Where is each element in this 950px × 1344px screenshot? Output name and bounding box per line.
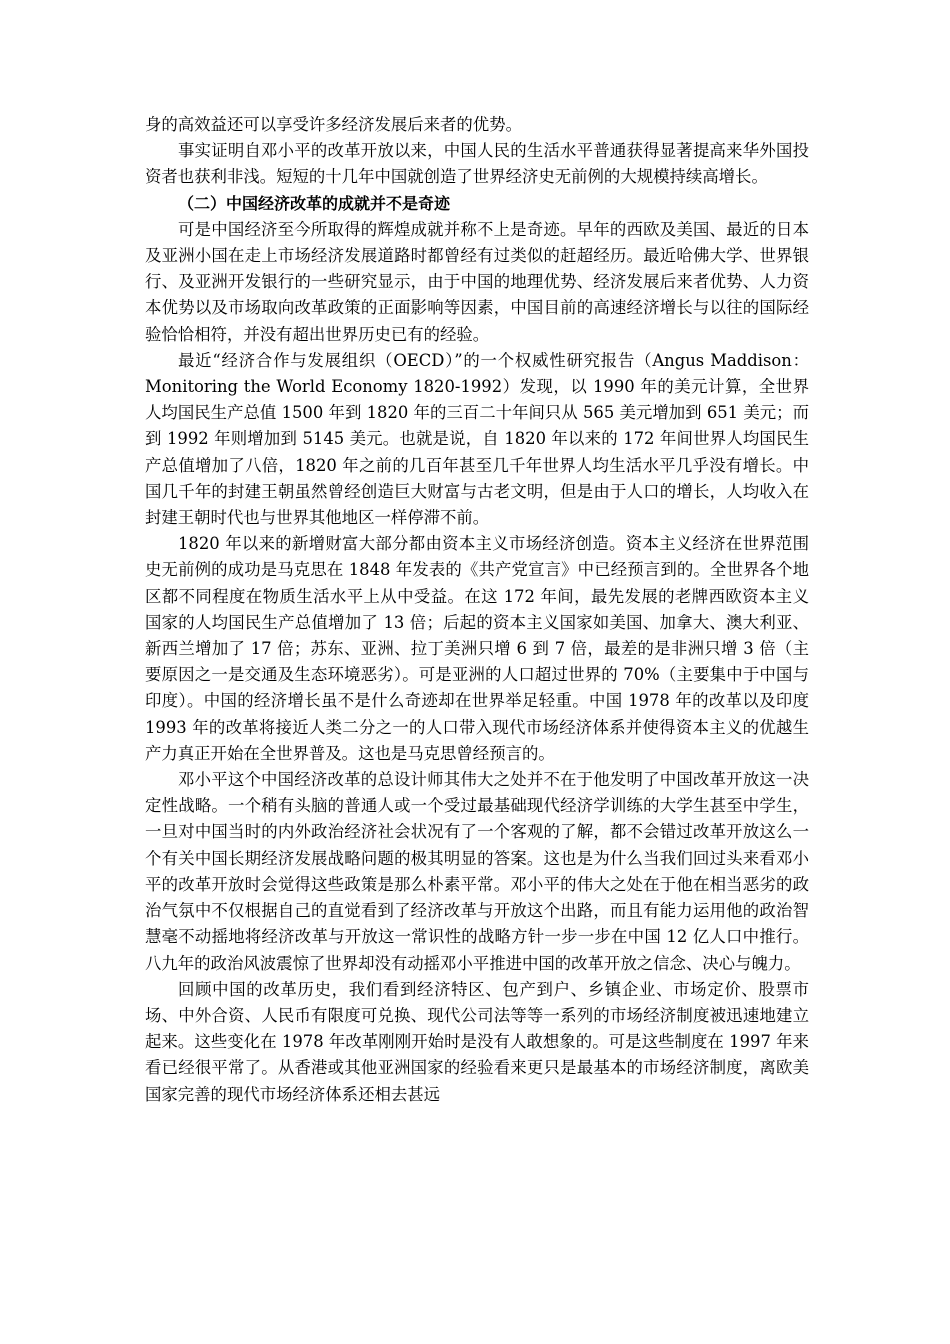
- paragraph-6: 邓小平这个中国经济改革的总设计师其伟大之处并不在于他发明了中国改革开放这一决定性战略。一个稍有头脑的普通人或一个受过最基础现代经济学训练的大学生甚至中学生，一旦对中国当时的内外政治经济社会状况有了一个客观的了解，都不会错过改革开放这么一个有关中国长期经济发展战略问题的极其明显的答案。这也是为什么当我们回过头来看邓小平的改革开放时会觉得这些政策是那么朴素平常。邓小平的伟大之处在于他在相当恶劣的政治气氛中不仅根据自己的直觉看到了经济改革与开放这个出路，而且有能力运用他的政治智慧毫不动摇地将经济改革与开放这一常识性的战略方针一步一步在中国 12 亿人口中推行。八九年的政治风波震惊了世界却没有动摇邓小平推进中国的改革开放之信念、决心与魄力。: [145, 770, 809, 973]
- paragraph-3: 可是中国经济至今所取得的辉煌成就并称不上是奇迹。早年的西欧及美国、最近的日本及亚洲小国在走上市场经济发展道路时都曾经有过类似的赶超经历。最近哈佛大学、世界银行、及亚洲开发银行的一些研究显示，由于中国的地理优势、经济发展后来者优势、人力资本优势以及市场取向改革政策的正面影响等因素，中国目前的高速经济增长与以往的国际经验恰恰相符，并没有超出世界历史已有的经验。: [145, 219, 809, 344]
- paragraph-2: 事实证明自邓小平的改革开放以来，中国人民的生活水平普通获得显著提高来华外国投资者也获利非浅。短短的十几年中国就创造了世界经济史无前例的大规模持续高增长。: [145, 141, 809, 187]
- section-heading: （二）中国经济改革的成就并不是奇迹: [178, 193, 451, 213]
- document-body: [145, 112, 809, 1108]
- paragraph-1: 身的高效益还可以享受许多经济发展后来者的优势。: [145, 115, 522, 134]
- paragraph-5: 1820 年以来的新增财富大部分都由资本主义市场经济创造。资本主义经济在世界范围史无前例的成功是马克思在 1848 年发表的《共产党宣言》中已经预言到的。全世界各个地区都不同程度在物质生活水平上从中受益。在这 172 年间，最先发展的老牌西欧资本主义国家的人均国民生产总值增加了 13 倍；后起的资本主义国家如美国、加拿大、澳大利亚、新西兰增加了 17 倍；苏东、亚洲、拉丁美洲只增 6 到 7 倍，最差的是非洲只增 3 倍（主要原因之一是交通及生态环境恶劣）。可是亚洲的人口超过世界的 70%（主要集中于中国与印度）。中国的经济增长虽不是什么奇迹却在世界举足轻重。中国 1978 年的改革以及印度 1993 年的改革将接近人类二分之一的人口带入现代市场经济体系并使得资本主义的优越生产力真正开始在全世界普及。这也是马克思曾经预言的。: [145, 534, 809, 763]
- paragraph-7: 回顾中国的改革历史，我们看到经济特区、包产到户、乡镇企业、市场定价、股票市场、中外合资、人民币有限度可兑换、现代公司法等等一系列的市场经济制度被迅速地建立起来。这些变化在 1978 年改革刚刚开始时是没有人敢想象的。可是这些制度在 1997 年来看已经很平常了。从香港或其他亚洲国家的经验看来更只是最基本的市场经济制度，离欧美国家完善的现代市场经济体系还相去甚远: [145, 979, 809, 1104]
- paragraph-4: 最近“经济合作与发展组织（OECD）”的一个权威性研究报告（Angus Maddison：Monitoring the World Economy 1820-1992）发现，以 1990 年的美元计算，全世界人均国民生产总值 1500 年到 1820 年的三百二十年间只从 565 美元增加到 651 美元；而到 1992 年则增加到 5145 美元。也就是说，自 1820 年以来的 172 年间世界人均国民生产总值增加了八倍，1820 年之前的几百年甚至几千年世界人均生活水平几乎没有增长。中国几千年的封建王朝虽然曾经创造巨大财富与古老文明，但是由于人口的增长，人均收入在封建王朝时代也与世界其他地区一样停滞不前。: [145, 350, 809, 528]
